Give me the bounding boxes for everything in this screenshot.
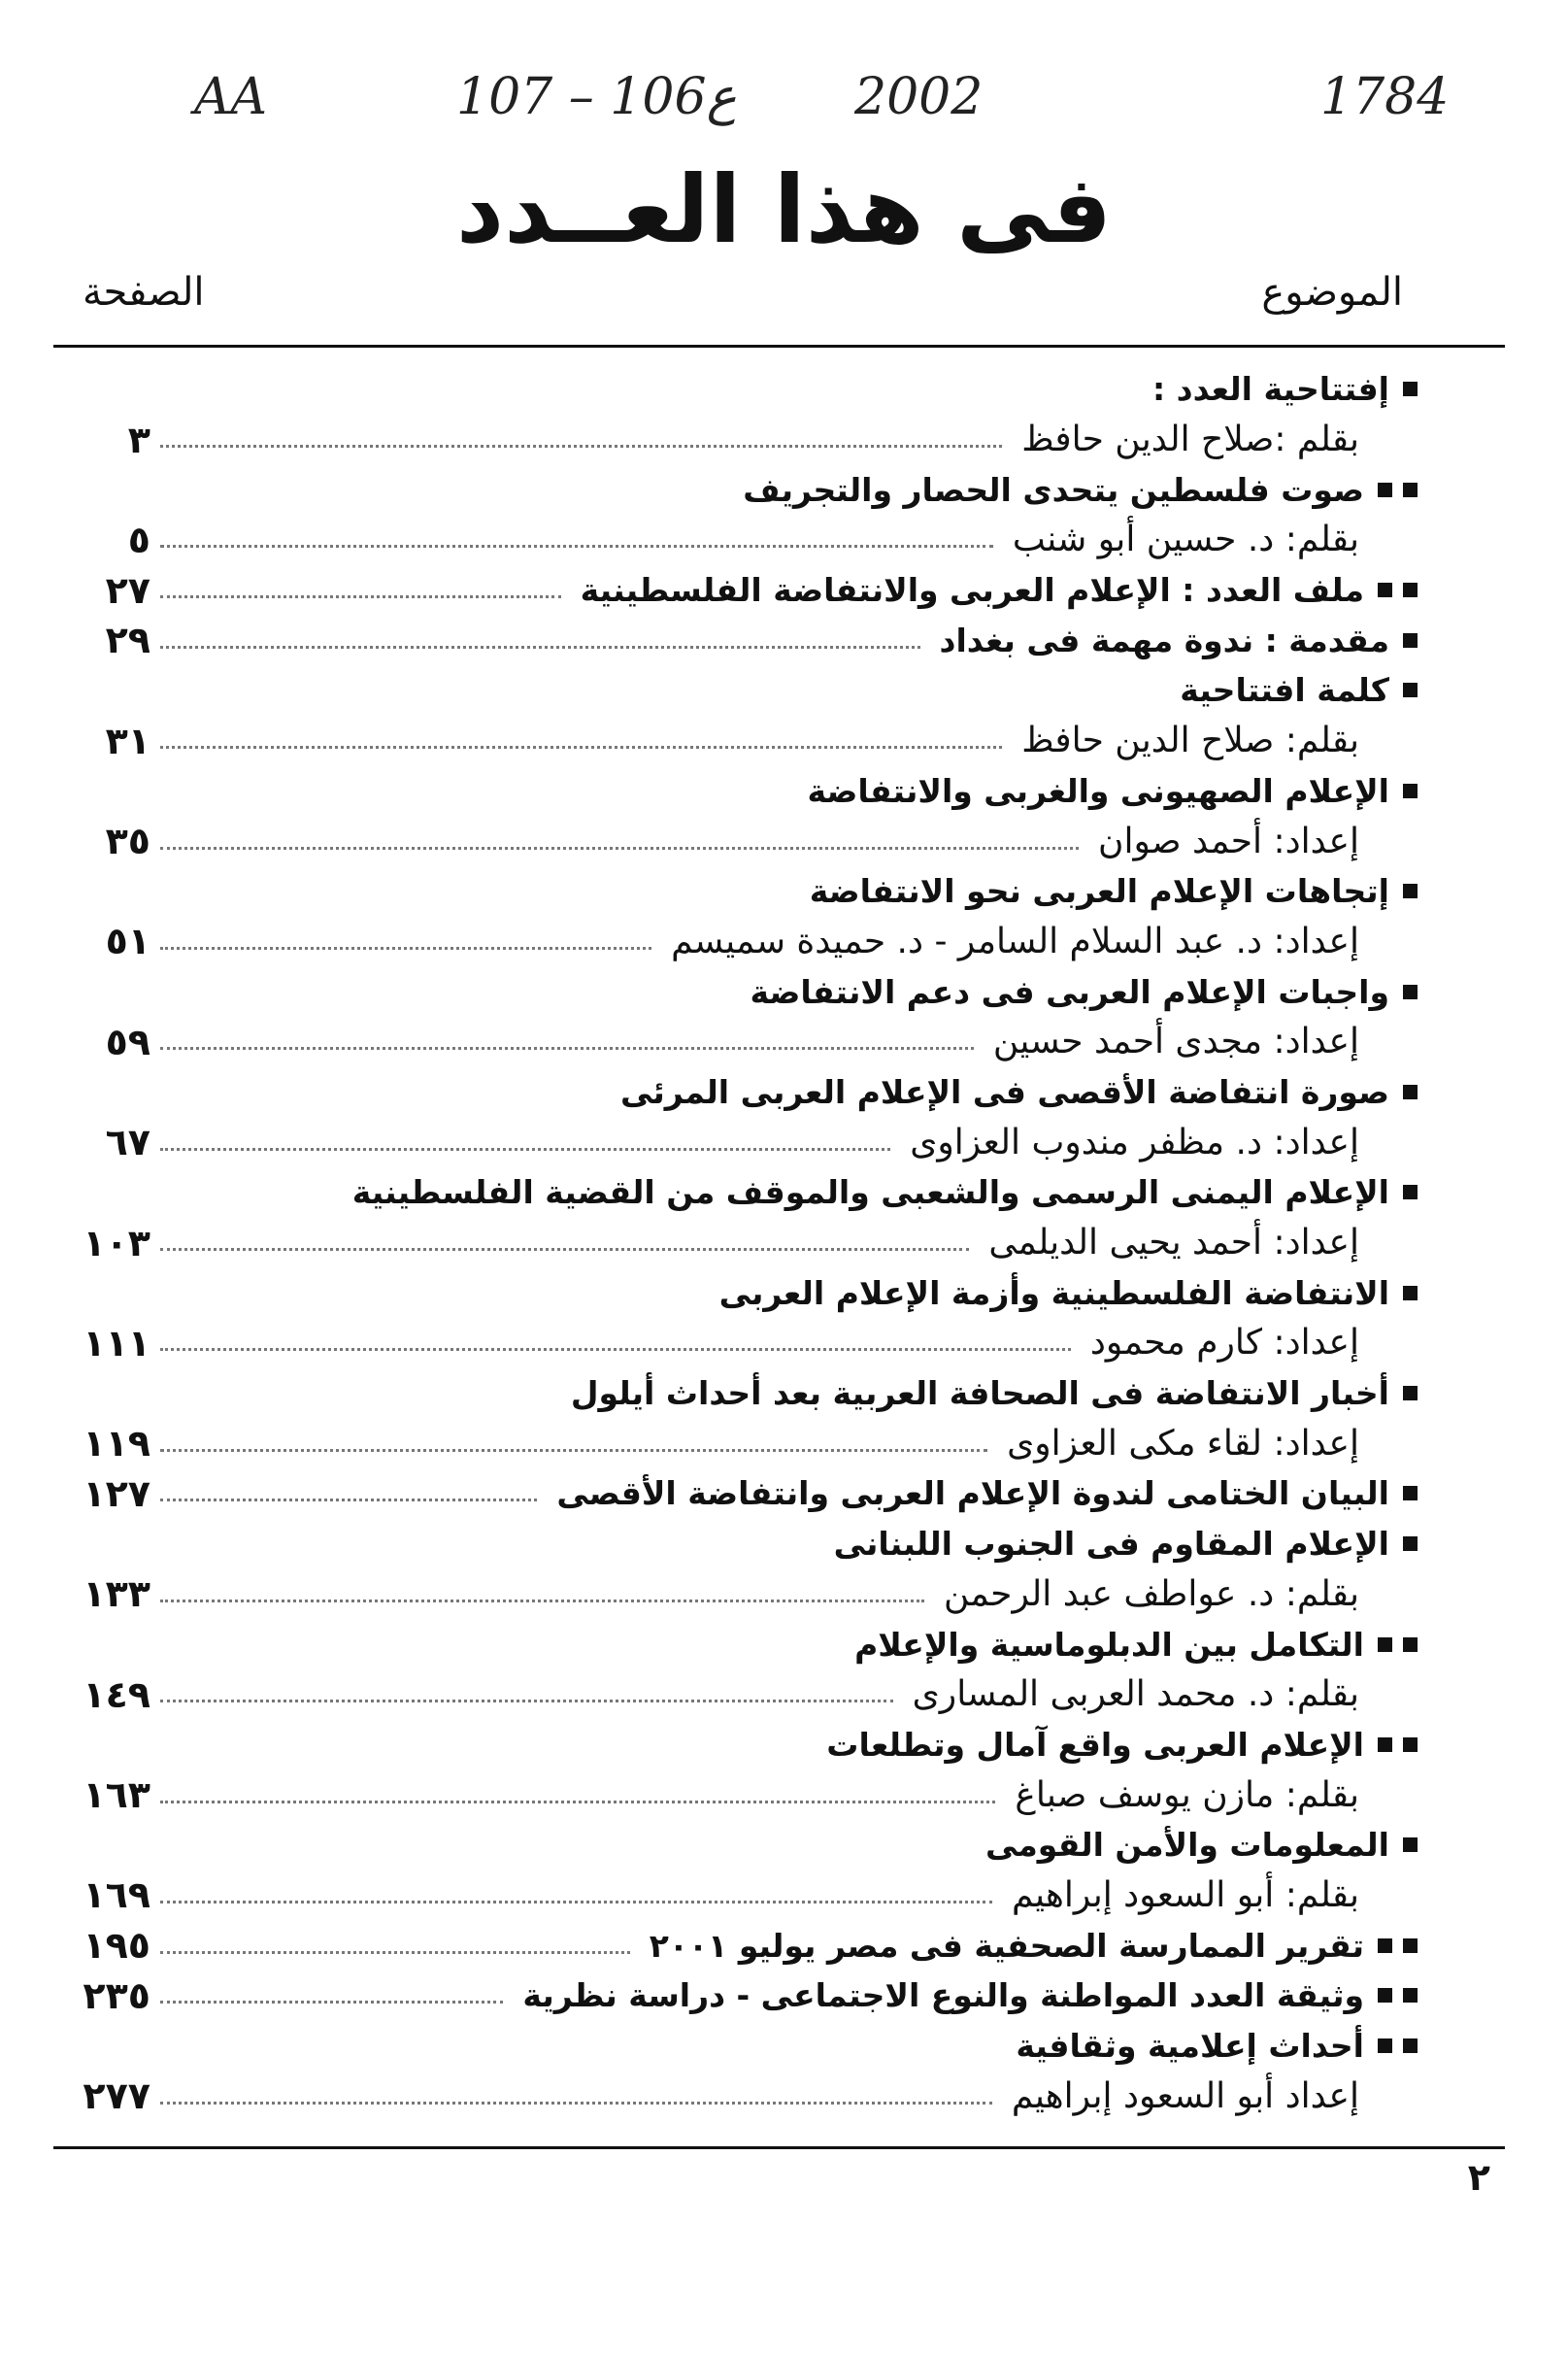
toc-page-number: ٣	[127, 418, 150, 461]
toc-row	[53, 1519, 1418, 1569]
toc-row	[53, 565, 1418, 616]
toc-page-number: ٣٥	[105, 820, 150, 863]
dot-leader	[160, 595, 561, 598]
toc-page-number: ١٦٣	[83, 1773, 150, 1817]
toc-author-line: إعداد أبو السعود إبراهيم	[1011, 2075, 1359, 2116]
toc-page-number	[53, 866, 150, 917]
toc-page-number: ١٦٩	[83, 1873, 150, 1917]
toc-topic-title: كلمة افتتاحية	[1180, 671, 1389, 710]
toc-author-line: إعداد: أحمد صوان	[1098, 821, 1359, 861]
table-of-contents	[53, 364, 1418, 2121]
toc-page-number	[53, 1820, 150, 1870]
dot-leader	[160, 1499, 537, 1501]
handwritten-note-year: 2002	[854, 68, 984, 126]
toc-page-number: ١٣٣	[83, 1572, 150, 1616]
toc-row	[53, 1167, 1418, 1218]
toc-page-number	[53, 364, 150, 415]
toc-page-number: ٢٣٥	[83, 1973, 150, 2017]
toc-topic-title: مقدمة : ندوة مهمة فى بغداد	[939, 621, 1389, 659]
toc-row	[53, 1468, 1418, 1519]
dot-leader	[160, 1700, 893, 1702]
toc-author-line: إعداد: د. مظفر مندوب العزاوى	[910, 1122, 1359, 1162]
toc-page-number	[53, 966, 150, 1017]
toc-page-number	[53, 1519, 150, 1569]
square-bullet-icon	[1403, 1737, 1418, 1752]
toc-row	[53, 1820, 1418, 1870]
toc-topic-title: المعلومات والأمن القومى	[984, 1826, 1389, 1865]
toc-row	[53, 2071, 1418, 2121]
toc-topic-title: الإعلام المقاوم فى الجنوب اللبنانى	[833, 1525, 1389, 1564]
toc-row	[53, 1117, 1418, 1167]
toc-row	[53, 464, 1418, 515]
toc-author-line: بقلم: مازن يوسف صباغ	[1015, 1774, 1359, 1815]
toc-row	[53, 515, 1418, 565]
toc-page-number: ١٩٥	[83, 1924, 150, 1968]
toc-row	[53, 1870, 1418, 1921]
square-bullet-icon	[1403, 1185, 1418, 1199]
toc-page-number: ٥	[127, 518, 150, 561]
toc-page-number	[53, 665, 150, 716]
toc-row	[53, 1368, 1418, 1419]
toc-page-number	[53, 766, 150, 817]
toc-row	[53, 1971, 1418, 2021]
toc-page-number: ٥٩	[105, 1020, 150, 1063]
square-bullet-icon	[1403, 1386, 1418, 1400]
toc-row	[53, 1619, 1418, 1669]
toc-topic-title: إتجاهات الإعلام العربى نحو الانتفاضة	[809, 872, 1389, 911]
toc-topic-title: إفتتاحية العدد :	[1151, 370, 1389, 409]
toc-author-line: بقلم: صلاح الدين حافظ	[1021, 721, 1359, 761]
page-column-header: الصفحة	[83, 270, 205, 315]
toc-page-number	[53, 464, 150, 515]
dot-leader	[160, 1148, 890, 1151]
dot-leader	[160, 1951, 630, 1954]
toc-row	[53, 716, 1418, 766]
page-number: ٢	[1467, 2156, 1490, 2199]
dot-leader	[160, 1348, 1071, 1351]
toc-page-number	[53, 1720, 150, 1770]
toc-page-number: ٣١	[105, 719, 150, 762]
square-bullet-icon	[1403, 1286, 1418, 1300]
toc-topic-title: تقرير الممارسة الصحفية فى مصر يوليو ٢٠٠١	[649, 1926, 1364, 1965]
dot-leader	[160, 1449, 987, 1452]
toc-page-number	[53, 1067, 150, 1118]
square-bullet-icon	[1403, 683, 1418, 697]
toc-row	[53, 1669, 1418, 1720]
square-bullet-icon	[1403, 583, 1418, 597]
toc-topic-title: البيان الختامى لندوة الإعلام العربى وانتفاضة الأقصى	[556, 1474, 1389, 1513]
dot-leader	[160, 1801, 995, 1803]
toc-topic-title: الإعلام الصهيونى والغربى والانتفاضة	[807, 771, 1389, 810]
page-title: فى هذا العــدد	[455, 155, 1113, 264]
dot-leader	[160, 1901, 992, 1903]
toc-row	[53, 966, 1418, 1017]
toc-page-number: ١٤٩	[83, 1672, 150, 1716]
toc-row	[53, 917, 1418, 967]
square-bullet-icon	[1403, 1085, 1418, 1099]
toc-topic-title: وثيقة العدد المواطنة والنوع الاجتماعى - دراسة نظرية	[522, 1976, 1364, 2015]
toc-topic-title: أخبار الانتفاضة فى الصحافة العربية بعد أحداث أيلول	[570, 1374, 1389, 1413]
toc-author-line: بقلم :صلاح الدين حافظ	[1021, 420, 1359, 460]
dot-leader	[160, 947, 651, 950]
toc-row	[53, 2021, 1418, 2072]
toc-row	[53, 1920, 1418, 1971]
toc-author-line: إعداد: مجدى أحمد حسين	[992, 1022, 1359, 1062]
toc-row	[53, 1017, 1418, 1067]
toc-author-line: بقلم: د. عواطف عبد الرحمن	[943, 1573, 1359, 1614]
toc-page-number	[53, 1167, 150, 1218]
toc-author-line: بقلم: د. حسين أبو شنب	[1012, 520, 1359, 560]
toc-topic-title: الانتفاضة الفلسطينية وأزمة الإعلام العربى	[718, 1273, 1389, 1312]
toc-topic-title: الإعلام اليمنى الرسمى والشعبى والموقف من القضية الفلسطينية	[351, 1173, 1389, 1212]
toc-author-line: إعداد: كارم محمود	[1089, 1323, 1359, 1364]
toc-author-line: إعداد: أحمد يحيى الديلمى	[988, 1223, 1359, 1263]
toc-row	[53, 816, 1418, 866]
square-bullet-icon	[1403, 633, 1418, 648]
toc-page-number	[53, 2021, 150, 2072]
toc-row	[53, 364, 1418, 415]
toc-page-number	[53, 1267, 150, 1318]
square-bullet-icon	[1403, 1988, 1418, 2003]
square-bullet-icon	[1403, 483, 1418, 497]
toc-row	[53, 1569, 1418, 1620]
toc-row	[53, 1318, 1418, 1368]
square-bullet-icon	[1403, 884, 1418, 898]
dot-leader	[160, 2102, 992, 2105]
toc-row	[53, 766, 1418, 817]
square-bullet-icon	[1403, 1938, 1418, 1953]
toc-row	[53, 415, 1418, 465]
toc-topic-title: واجبات الإعلام العربى فى دعم الانتفاضة	[750, 972, 1389, 1011]
dot-leader	[160, 445, 1002, 448]
topic-column-header: الموضوع	[1261, 270, 1403, 315]
square-bullet-icon	[1403, 2038, 1418, 2053]
toc-page-number: ١٠٣	[83, 1221, 150, 1264]
dot-leader	[160, 2001, 503, 2004]
square-bullet-icon	[1403, 1486, 1418, 1500]
toc-author-line: بقلم: أبو السعود إبراهيم	[1012, 1874, 1359, 1915]
toc-row	[53, 1067, 1418, 1118]
handwritten-note-range: 107 – 106ع	[456, 68, 737, 126]
square-bullet-icon	[1403, 1837, 1418, 1852]
dot-leader	[160, 545, 993, 548]
dot-leader	[160, 746, 1002, 749]
toc-row	[53, 1720, 1418, 1770]
toc-page-number: ١٢٧	[83, 1471, 150, 1515]
toc-page-number: ٢٩	[105, 619, 150, 662]
toc-row	[53, 866, 1418, 917]
square-bullet-icon	[1403, 382, 1418, 396]
toc-page-number: ١١٩	[83, 1422, 150, 1465]
handwritten-note-left: AA	[194, 68, 268, 126]
handwritten-note-right: 1784	[1320, 68, 1450, 126]
toc-row	[53, 1418, 1418, 1468]
toc-author-line: إعداد: د. عبد السلام السامر - د. حميدة سميسم	[671, 921, 1359, 961]
toc-topic-title: أحداث إعلامية وثقافية	[1016, 2027, 1364, 2066]
square-bullet-icon	[1403, 1637, 1418, 1652]
header-rule	[53, 345, 1505, 348]
footer-rule	[53, 2146, 1505, 2149]
toc-row	[53, 615, 1418, 665]
dot-leader	[160, 1600, 924, 1602]
toc-page-number	[53, 1619, 150, 1669]
square-bullet-icon	[1403, 1536, 1418, 1551]
toc-author-line: بقلم: د. محمد العربى المسارى	[912, 1674, 1359, 1715]
toc-page-number: ٥١	[105, 920, 150, 963]
toc-page-number: ٢٧٧	[83, 2074, 150, 2118]
toc-author-line: إعداد: لقاء مكى العزاوى	[1007, 1423, 1359, 1464]
dot-leader	[160, 1047, 974, 1050]
toc-page-number: ٦٧	[105, 1121, 150, 1164]
toc-topic-title: الإعلام العربى واقع آمال وتطلعات	[826, 1725, 1364, 1764]
toc-page-number	[53, 1368, 150, 1419]
square-bullet-icon	[1403, 985, 1418, 999]
toc-row	[53, 665, 1418, 716]
toc-topic-title: صوت فلسطين يتحدى الحصار والتجريف	[743, 470, 1364, 509]
toc-page-number: ١١١	[83, 1321, 150, 1364]
dot-leader	[160, 1248, 969, 1251]
toc-topic-title: صورة انتفاضة الأقصى فى الإعلام العربى المرئى	[619, 1072, 1389, 1111]
toc-row	[53, 1769, 1418, 1820]
toc-page-number: ٢٧	[105, 568, 150, 612]
square-bullet-icon	[1403, 784, 1418, 798]
toc-topic-title: ملف العدد : الإعلام العربى والانتفاضة الفلسطينية	[580, 571, 1364, 610]
toc-row	[53, 1267, 1418, 1318]
dot-leader	[160, 847, 1079, 850]
toc-row	[53, 1218, 1418, 1268]
toc-topic-title: التكامل بين الدبلوماسية والإعلام	[854, 1625, 1364, 1664]
dot-leader	[160, 646, 920, 649]
